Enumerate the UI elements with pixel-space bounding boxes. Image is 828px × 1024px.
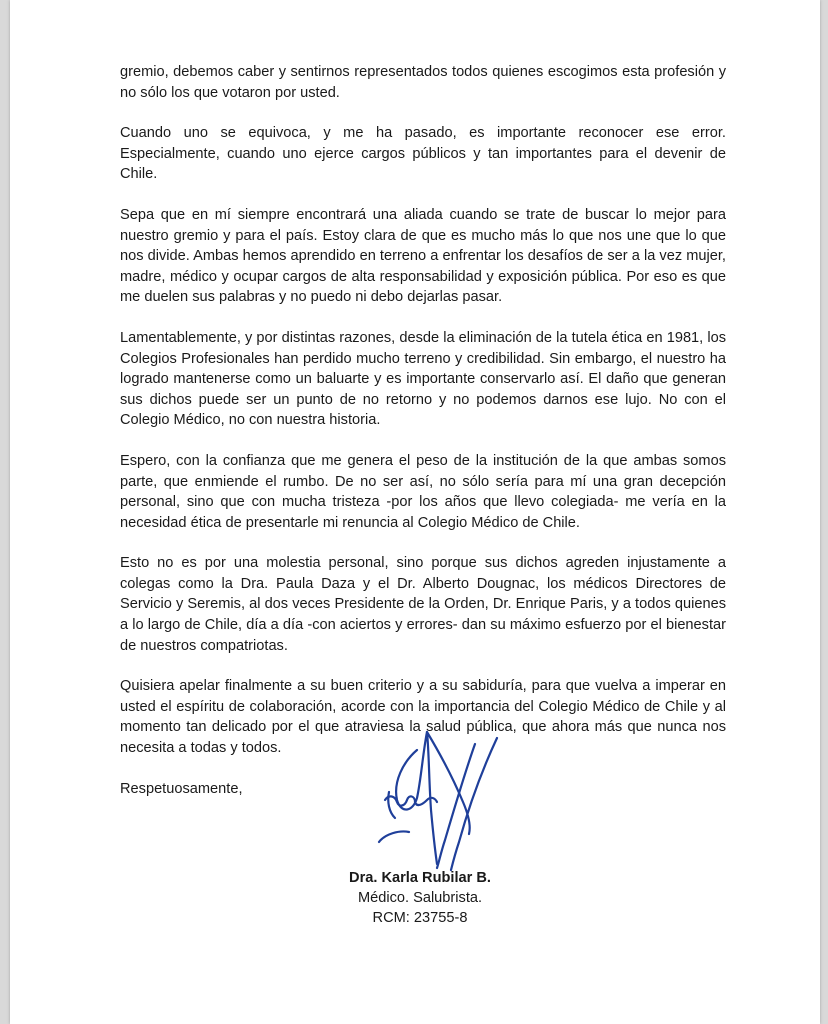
letter-body [120, 62, 726, 799]
closing-salutation: Respetuosamente, [120, 780, 243, 797]
signature-block [310, 868, 530, 928]
paragraph-3: Sepa que en mí siempre encontrará una aliada cuando se trate de buscar lo mejor para nuestro gremio y para el país. Estoy clara de que es mucho más lo que nos une que lo que nos divide. Ambas hemos aprendido en terreno a enfrentar los desafíos de ser a la vez mujer, madre, médico y ocupar cargos de alta responsabilidad y exposición pública. Por eso es que me duelen sus palabras y no puedo ni debo dejarlas pasar. [120, 206, 726, 306]
signer-name: Dra. Karla Rubilar B. [349, 870, 491, 886]
paragraph-1: gremio, debemos caber y sentirnos representados todos quienes escogimos esta profesión y no sólo los que votaron por usted. [120, 64, 726, 101]
handwritten-signature [365, 722, 525, 872]
paragraph-7: Quisiera apelar finalmente a su buen criterio y a su sabiduría, para que vuelva a imperar en usted el espíritu de colaboración, acorde con la importancia del Colegio Médico de Chile y al momento tan delicado por el que atraviesa la salud pública, que ahora más que nunca nos necesita a todas y todos. [120, 678, 726, 757]
signer-title: Médico. Salubrista. [357, 890, 483, 906]
paragraph-2: Cuando uno se equivoca, y me ha pasado, es importante reconocer ese error. Especialmente, cuando uno ejerce cargos públicos y tan importantes para el devenir de Chile. [120, 125, 726, 183]
letter-page [10, 0, 820, 1024]
signer-registration: RCM: 23755-8 [372, 910, 468, 926]
paragraph-6: Esto no es por una molestia personal, sino porque sus dichos agreden injustamente a colegas como la Dra. Paula Daza y el Dr. Alberto Dougnac, los médicos Directores de Servicio y Seremis, al dos veces Presidente de la Orden, Dr. Enrique Paris, y a todos quienes a lo largo de Chile, día a día -con aciertos y errores- dan su máximo esfuerzo por el bienestar de nuestros compatriotas. [120, 555, 726, 654]
paragraph-5: Espero, con la confianza que me genera el peso de la institución de la que ambas somos parte, que enmiende el rumbo. De no ser así, no sólo sería para mí una gran decepción personal, sino que con mucha tristeza -por los años que llevo colegiada- me vería en la necesidad ética de presentarle mi renuncia al Colegio Médico de Chile. [120, 452, 726, 531]
paragraph-4: Lamentablemente, y por distintas razones, desde la eliminación de la tutela ética en 1981, los Colegios Profesionales han perdido mucho terreno y credibilidad. Sin embargo, el nuestro ha logrado mantenerse como un baluarte y es importante conservarlo así. El daño que generan sus dichos puede ser un punto de no retorno y no podemos darnos ese lujo. No con el Colegio Médico, no con nuestra historia. [120, 329, 726, 429]
